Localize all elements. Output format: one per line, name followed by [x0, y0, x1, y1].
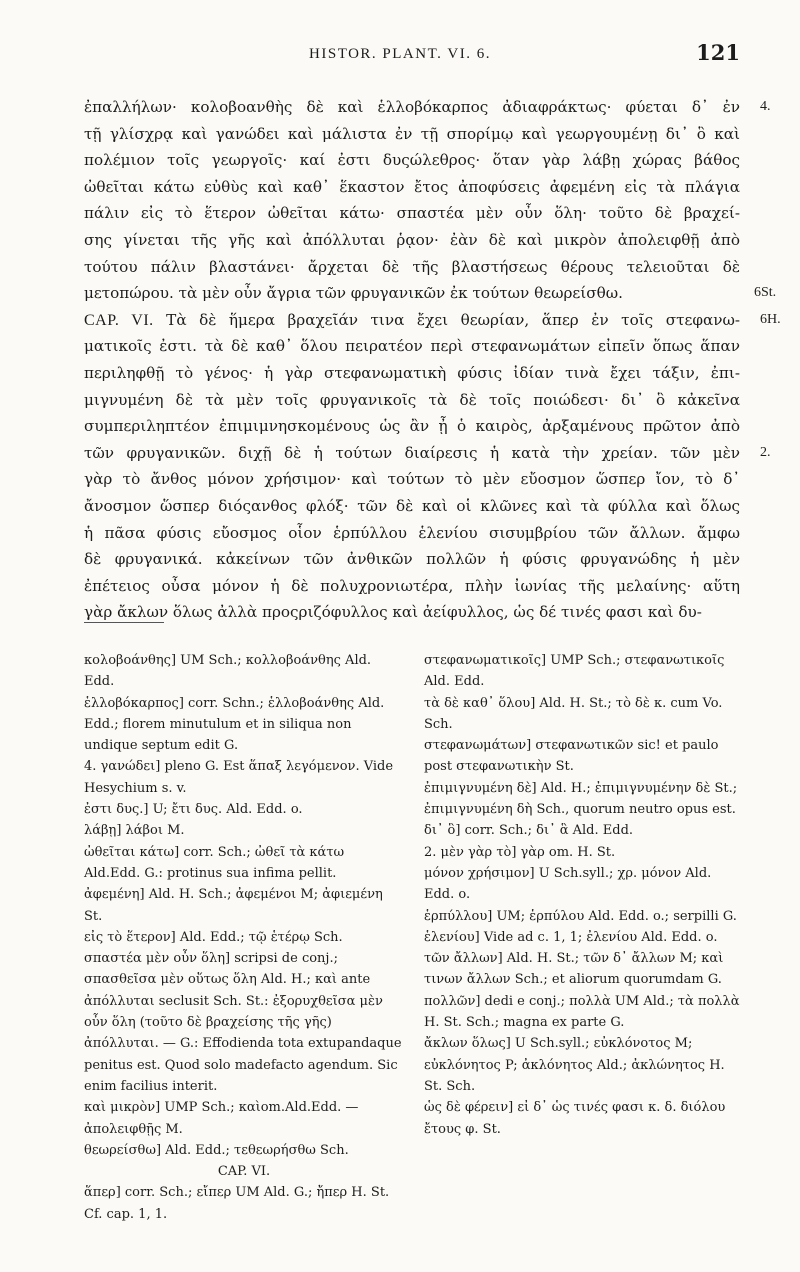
text-line: τῶν φρυγανικῶν. διχῇ δὲ ἡ τούτων διαίρεσις ἡ κατὰ τὴν χρείαν. τῶν μὲν [84, 443, 740, 462]
apparatus-left-column [84, 650, 404, 1225]
text-line: ὠθεῖται κάτω εὐθὺς καὶ καθ᾽ ἕκαστον ἔτος ἀποφύσεις ἀφεμένη εἰς τὰ πλάγια [84, 177, 740, 196]
text-line: συμπεριληπτέον ἐπιμιμνησκομένους ὡς ἂν ᾖ ὁ καιρὸς, ἀρξαμένους πρῶτον ἀπὸ [84, 417, 740, 436]
apparatus-entry: ἑρπύλλου] UM; ἑρπύλου Ald. Edd. o.; serpilli G. [424, 908, 737, 924]
apparatus-entry: ὡς δὲ φέρειν] εἰ δ᾽ ὡς τινές φασι κ. δ. διόλου ἔτους φ. St. [424, 1100, 726, 1137]
apparatus-entry: ἑλενίου] Vide ad c. 1, 1; ἐλενίου Ald. Edd. o. [424, 929, 718, 945]
text-line: ἄνοσμον ὥσπερ διόςανθος φλόξ· τῶν δὲ καὶ οἱ κλῶνες καὶ τὰ φύλλα καὶ ὅλως [84, 497, 740, 515]
text-line: περιληφθῇ τὸ γένος· ἡ γὰρ στεφανωματικὴ φύσις ἰδίαν τινὰ ἔχει τάξιν, ἐπι- [84, 364, 740, 382]
text-line: πάλιν εἰς τὸ ἕτερον ὠθεῖται κάτω· σπαστέα μὲν οὖν ὅλη· τοῦτο δὲ βραχεί- [84, 204, 740, 223]
apparatus-entry: εἰς τὸ ἕτερον] Ald. Edd.; τῷ ἑτέρῳ Sch. [84, 929, 343, 945]
running-title: HISTOR. PLANT. VI. 6. [309, 46, 491, 62]
apparatus-entry: στεφανωματικοῖς] UMP Sch.; στεφανωτικοῖς Ald. Edd. [424, 653, 725, 690]
margin-note: 6St. [754, 285, 777, 301]
apparatus-entry: ἐπιμιγνυμένη δὲ] Ald. H.; ἐπιμιγνυμένην δὲ St.; ἐπιμιγνυμένη δὴ Sch., quorum neutro opus est. [424, 780, 738, 818]
apparatus-entry: ἐστι δυς.] U; ἔτι δυς. Ald. Edd. o. [84, 802, 303, 818]
apparatus-entry: μόνον χρήσιμον] U Sch.syll.; χρ. μόνον Ald. Edd. o. [424, 865, 712, 903]
text-line: CAP. VI. Τὰ δὲ ἥμερα βραχεῖάν τινα ἔχει θεωρίαν, ἅπερ ἐν τοῖς στεφανω- [84, 310, 740, 329]
text-line: ἐπέτειος οὖσα μόνον ἡ δὲ πολυχρονιωτέρα, πλὴν ἰωνίας τῆς μελαίνης· αὕτη [84, 576, 740, 595]
text-line: γὰρ ἄκλων ὅλως ἀλλὰ προςριζόφυλλος καὶ ἀείφυλλος, ὡς δέ τινές φασι καὶ δυ- [84, 603, 702, 622]
text-line: τούτου πάλιν βλαστάνει· ἄρχεται δὲ τῆς βλαστήσεως θέρους τελειοῦται δὲ [84, 257, 740, 276]
chapter-label: CAP. VI. [84, 311, 154, 329]
text-line: μετοπώρου. τὰ μὲν οὖν ἄγρια τῶν φρυγανικῶν ἐκ τούτων θεωρείσθω. [84, 284, 623, 303]
apparatus-entry: λάβῃ] λάβοι M. [84, 823, 185, 839]
apparatus-entry: ἀφεμένη] Ald. H. Sch.; ἀφεμένοι M; ἀφιεμένη St. [84, 887, 383, 924]
apparatus-entry: ἄκλων ὅλως] U Sch.syll.; εὐκλόνοτος M; εὐκλόνητος P; ἀκλόνητος Ald.; ἀκλώνητος H. St. Sch. [424, 1036, 725, 1094]
apparatus-entry: πολλῶν] dedi e conj.; πολλὰ UM Ald.; τὰ πολλὰ H. St. Sch.; magna ex parte G. [424, 993, 740, 1031]
text-line: γὰρ τὸ ἄνθος μόνον χρήσιμον· καὶ τούτων τὸ μὲν εὔοσμον ὥσπερ ἴον, τὸ δ᾽ [84, 470, 740, 489]
apparatus-entry: δι᾽ ὃ] corr. Sch.; δι᾽ ἃ Ald. Edd. [424, 823, 634, 839]
apparatus-entry: ἑλλοβόκαρπος] corr. Schn.; ἑλλοβοάνθης Ald. Edd.; florem minutulum et in siliqua non undique septum edit G. [84, 695, 385, 754]
margin-note: 2. [760, 444, 771, 460]
apparatus-divider [84, 622, 164, 623]
apparatus-entry: καὶ μικρὸν] UMP Sch.; καὶom.Ald.Edd. — ἀπολειφθῇς M. [84, 1100, 359, 1137]
margin-note: 6H. [760, 311, 781, 327]
apparatus-entry: ἅπερ] corr. Sch.; εἴπερ UM Ald. G.; ἤπερ H. St. Cf. cap. 1, 1. [84, 1185, 390, 1222]
text-line: σης γίνεται τῆς γῆς καὶ ἀπόλλυται ῥᾳον· ἐὰν δὲ καὶ μικρὸν ἀπολειφθῇ ἀπὸ [84, 231, 740, 249]
apparatus-entry: ὠθεῖται κάτω] corr. Sch.; ὠθεῖ τὰ κάτω Ald.Edd. G.: protinus sua infima pellit. [84, 844, 345, 881]
text-line: ματικοῖς ἐστι. τὰ δὲ καθ᾽ ὅλου πειρατέον περὶ στεφανωμάτων εἰπεῖν ὅπως ἅπαν [84, 337, 740, 356]
text-line: μιγνυμένη δὲ τὰ μὲν τοῖς φρυγανικοῖς τὰ δὲ τοῖς ποιώδεσι· δι᾽ ὃ κἀκεῖνα [84, 390, 740, 409]
apparatus-entry: 2. μὲν γὰρ τὸ] γὰρ om. H. St. [424, 844, 616, 860]
apparatus-entry: θεωρείσθω] Ald. Edd.; τεθεωρήσθω Sch. [84, 1142, 349, 1158]
apparatus-entry: στεφανωμάτων] στεφανωτικῶν sic! et paulo post στεφανωτικὴν St. [424, 738, 719, 775]
text-line: ἡ πᾶσα φύσις εὔοσμος οἷον ἑρπύλλου ἑλενίου σισυμβρίου τῶν ἄλλων. ἄμφω [84, 523, 740, 542]
apparatus-entry: τὰ δὲ καθ᾽ ὅλου] Ald. H. St.; τὸ δὲ κ. cum Vo. Sch. [424, 695, 723, 732]
apparatus-entry: κολοβοάνθης] UM Sch.; κολλοβοάνθης Ald. Edd. [84, 653, 372, 690]
text-line: πολέμιον τοῖς γεωργοῖς· καί ἐστι δυςώλεθρος· ὅταν γὰρ λάβῃ χώρας βάθος [84, 151, 740, 170]
text-line: δὲ φρυγανικά. κἀκείνων τῶν ἀνθικῶν πολλῶν ἡ φύσις φρυγανώδης ἡ μὲν [84, 550, 740, 569]
apparatus-entry: 4. γανώδει] pleno G. Est ἅπαξ λεγόμενον. Vide Hesychium s. v. [84, 759, 394, 796]
text-line: τῇ γλίσχρᾳ καὶ γανώδει καὶ μάλιστα ἐν τῇ σπορίμῳ καὶ γεωργουμένῃ δι᾽ ὃ καὶ [84, 124, 740, 143]
apparatus-entry: σπαστέα μὲν οὖν ὅλη] scripsi de conj.; σπασθεῖσα μὲν οὕτως ὅλη Ald. H.; καὶ ante ἀπόλλυται seclusit Sch. St.: ἐξορυχθεῖσα μὲν οὖν ὅλη (τοῦτο δὲ βραχείσης τῆς γῆς) ἀπόλλυται. — G.: Effodienda tota extupandaque penitus est. Quod solo madefacto agendum. Sic enim facilius interit. [84, 951, 402, 1094]
page-header [0, 40, 800, 70]
margin-note: 4. [760, 99, 771, 114]
text-line: ἐπαλλήλων· κολοβοανθὴς δὲ καὶ ἑλλοβόκαρπος ἀδιαφράκτως· φύεται δ᾽ ἐν [84, 98, 740, 116]
apparatus-entry: CAP. VI. [217, 1164, 271, 1180]
apparatus-right-column [424, 650, 744, 1140]
apparatus-entry: τῶν ἄλλων] Ald. H. St.; τῶν δ᾽ ἄλλων M; καὶ τινων ἄλλων Sch.; et aliorum quorumdam G. [424, 951, 724, 988]
page-number: 121 [696, 40, 740, 65]
